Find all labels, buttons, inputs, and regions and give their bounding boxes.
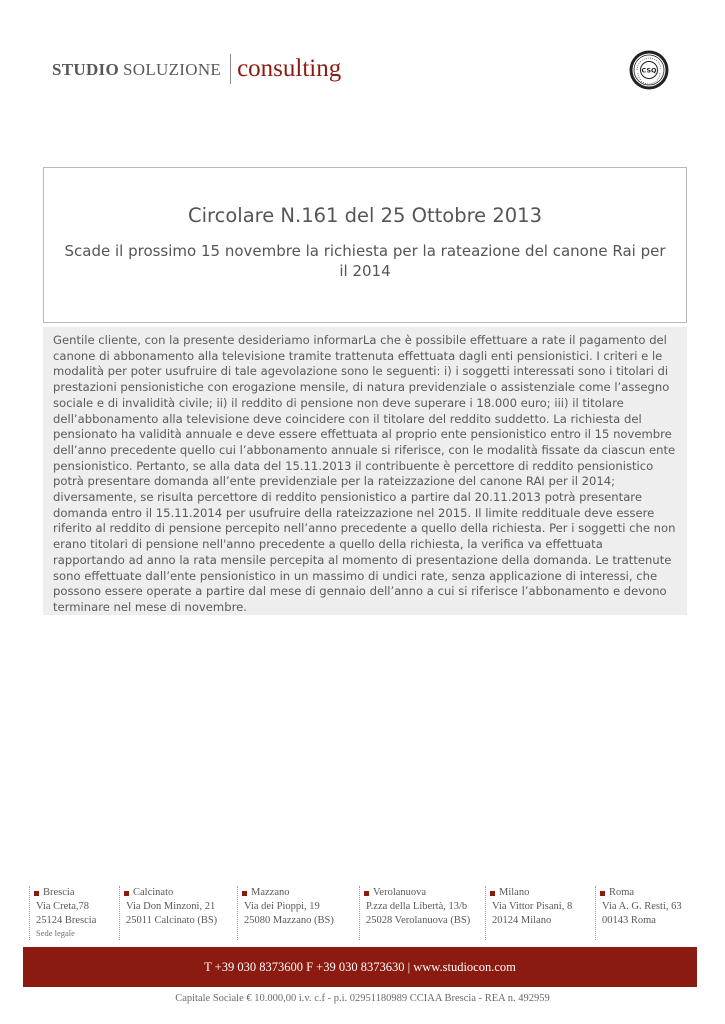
circular-subtitle: Scade il prossimo 15 novembre la richiesta per la rateazione del canone Rai per il 2014 — [64, 242, 666, 280]
office-mazzano — [237, 886, 334, 940]
office-zip-city: 25011 Calcinato (BS) — [126, 915, 218, 926]
office-brescia — [29, 886, 96, 940]
office-zip-city: 20124 Milano — [492, 915, 552, 926]
office-street: Via dei Pioppi, 19 — [244, 901, 320, 912]
contact-bar — [23, 947, 697, 987]
logo-word-consulting: consulting — [237, 55, 342, 82]
office-city: Calcinato — [133, 887, 174, 898]
circular-header-box — [43, 167, 687, 323]
logo-divider — [230, 54, 231, 84]
office-zip-city: 00143 Roma — [602, 915, 656, 926]
office-street: Via Vittor Pisani, 8 — [492, 901, 573, 912]
office-note: Sede legale — [36, 928, 75, 938]
office-calcinato — [119, 886, 217, 940]
office-list — [29, 886, 699, 942]
bullet-square-icon — [364, 891, 369, 896]
office-milano — [485, 886, 572, 940]
office-street: Via Don Minzoni, 21 — [126, 901, 216, 912]
office-city: Roma — [609, 887, 635, 898]
circular-title: Circolare N.161 del 25 Ottobre 2013 — [188, 204, 542, 227]
company-logo — [52, 54, 341, 84]
svg-text:CSQ: CSQ — [641, 66, 657, 75]
office-city: Brescia — [43, 887, 75, 898]
legal-info: Capitale Sociale € 10.000,00 i.v. c.f - p.i. 02951180989 CCIAA Brescia - REA n. 492959 — [175, 993, 550, 1004]
contact-text: T +39 030 8373600 F +39 030 8373630 | www.studiocon.com — [204, 960, 516, 974]
office-zip-city: 25028 Verolanuova (BS) — [366, 915, 471, 926]
office-zip-city: 25080 Mazzano (BS) — [244, 915, 334, 926]
office-street: Via Creta,78 — [36, 901, 90, 912]
office-street: Via A. G. Resti, 63 — [602, 901, 682, 912]
office-verolanuova — [359, 886, 470, 940]
office-city: Milano — [499, 887, 530, 898]
office-zip-city: 25124 Brescia — [36, 915, 97, 926]
bullet-square-icon — [490, 891, 495, 896]
circular-body-text: Gentile cliente, con la presente desideriamo informarLa che è possibile effettuare a rate il pagamento del canone di abbonamento alla televisione tramite trattenuta effettuata dagli enti pensionistici. I criteri e le modalità per poter usufruire di tale agevolazione sono le seguenti: i) i soggetti interessati sono i titolari di prestazioni pensionistiche con erogazione mensile, di natura previdenziale o assistenziale come l’assegno sociale e di invalidità civile; ii) il reddito di pensione non deve superare i 18.000 euro; iii) il titolare dell’abbonamento alla televisione deve coincidere con il titolare del reddito suddetto. La richiesta del pensionato ha validità annuale e deve essere effettuata al proprio ente pensionistico entro il 15 novembre dell’anno precedente quello cui l’abbonamento annuale si riferisce, con le modalità fissate da ciascun ente pensionistico. Pertanto, se alla data del 15.11.2013 il contribuente è percettore di reddito pensionistico potrà presentare domanda all’ente previdenziale per la rateizzazione del canone RAI per il 2014; diversamente, se risulta percettore di reddito pensionistico a partire dal 20.11.2013 potrà presentare domanda entro il 15.11.2014 per usufruire della rateizzazione nel 2015. Il limite reddituale deve essere riferito al reddito di pensione percepito nell’anno precedente a quello della richiesta. Per i soggetti che non erano titolari di pensione nell'anno precedente a quello della richiesta, la verifica va effettuata rapportando ad anno la rata mensile percepita al momento di presentazione della domanda. Le trattenute sono effettuate dall’ente pensionistico in un massimo di undici rate, senza applicazione di interessi, che possono essere operate a partire dal mese di gennaio dell’anno a cui si riferisce l’abbonamento e devono terminare nel mese di novembre. — [53, 333, 676, 614]
bullet-square-icon — [242, 891, 247, 896]
logo-word-studio: STUDIO — [52, 60, 119, 79]
certification-seal-icon — [629, 50, 669, 90]
logo-word-soluzione: SOLUZIONE — [123, 60, 222, 79]
bullet-square-icon — [600, 891, 605, 896]
office-street: P.zza della Libertà, 13/b — [366, 901, 468, 912]
bullet-square-icon — [34, 891, 39, 896]
office-city: Verolanuova — [373, 887, 427, 898]
bullet-square-icon — [124, 891, 129, 896]
office-city: Mazzano — [251, 887, 290, 898]
circular-body-panel — [43, 327, 687, 615]
office-roma — [595, 886, 682, 940]
